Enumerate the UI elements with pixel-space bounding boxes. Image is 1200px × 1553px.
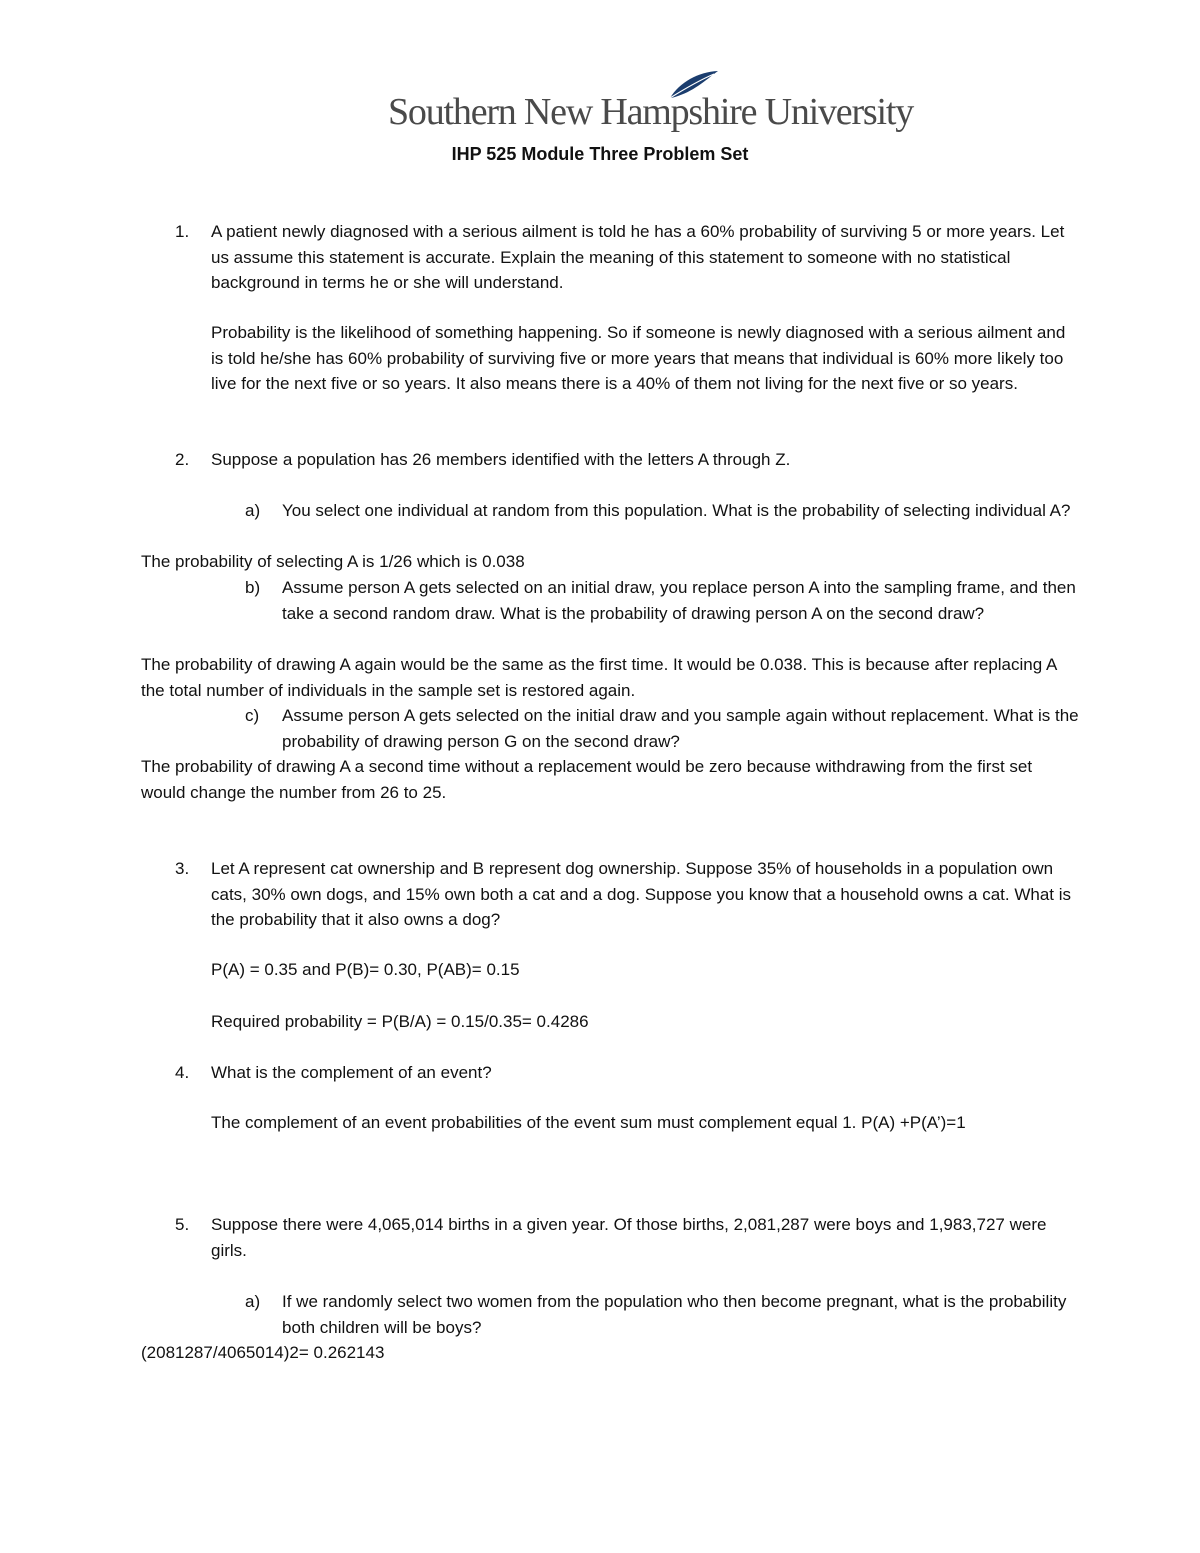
question-text: A patient newly diagnosed with a serious ailment is told he has a 60% probability of surviving 5 or more years. Let us assume this statement is accurate. Explain the meaning of this statement to someone with no statistical background in terms he or she will understand. [211,222,1065,292]
subquestion-label: a) [245,501,261,520]
subquestion-label: a) [245,1292,261,1311]
university-logo [388,70,914,136]
answer-line: P(A) = 0.35 and P(B)= 0.30, P(AB)= 0.15 [211,960,520,979]
question-number: 1. [175,222,190,241]
answer-text: Probability is the likelihood of something happening. So if someone is newly diagnosed with a serious ailment and is told he/she has 60% probability of surviving five or more years that means that individual is 60% more likely too live for the next five or so years. It also means there is a 40% of them not living for the next five or so years. [211,323,1066,393]
subquestion-text: Assume person A gets selected on an initial draw, you replace person A into the sampling frame, and then take a second random draw. What is the probability of drawing person A on the second draw? [282,578,1076,623]
question-text: Suppose there were 4,065,014 births in a given year. Of those births, 2,081,287 were boys and 1,983,727 were girls. [211,1215,1047,1260]
subquestion-text: If we randomly select two women from the population who then become pregnant, what is the probability both children will be boys? [282,1292,1067,1337]
answer-text: (2081287/4065014)2= 0.262143 [141,1343,385,1362]
answer-text: The probability of drawing A a second time without a replacement would be zero because withdrawing from the first set would change the number from 26 to 25. [141,757,1033,802]
page-title: IHP 525 Module Three Problem Set [451,144,749,164]
subquestion-label: b) [245,578,261,597]
answer-line: Required probability = P(B/A) = 0.15/0.35= 0.4286 [211,1012,589,1031]
subquestion-label: c) [245,706,260,725]
answer-text: The probability of drawing A again would be the same as the first time. It would be 0.038. This is because after replacing A the total number of individuals in the sample set is restored again. [141,655,1057,700]
question-number: 2. [175,450,190,469]
question-number: 5. [175,1215,190,1234]
university-name: Southern New Hampshire University [388,91,914,133]
subquestion-text: You select one individual at random from this population. What is the probability of selecting individual A? [282,501,1071,520]
question-number: 3. [175,859,190,878]
question-text: Suppose a population has 26 members identified with the letters A through Z. [211,450,791,469]
question-number: 4. [175,1063,190,1082]
subquestion-text: Assume person A gets selected on the initial draw and you sample again without replacement. What is the probability of drawing person G on the second draw? [282,706,1079,751]
answer-text: The complement of an event probabilities of the event sum must complement equal 1. P(A) +P(A’)=1 [211,1113,966,1132]
question-text: What is the complement of an event? [211,1063,492,1082]
question-text: Let A represent cat ownership and B represent dog ownership. Suppose 35% of households in a population own cats, 30% own dogs, and 15% own both a cat and a dog. Suppose you know that a household owns a cat. What is the probability that it also owns a dog? [211,859,1072,929]
answer-text: The probability of selecting A is 1/26 which is 0.038 [141,552,525,571]
